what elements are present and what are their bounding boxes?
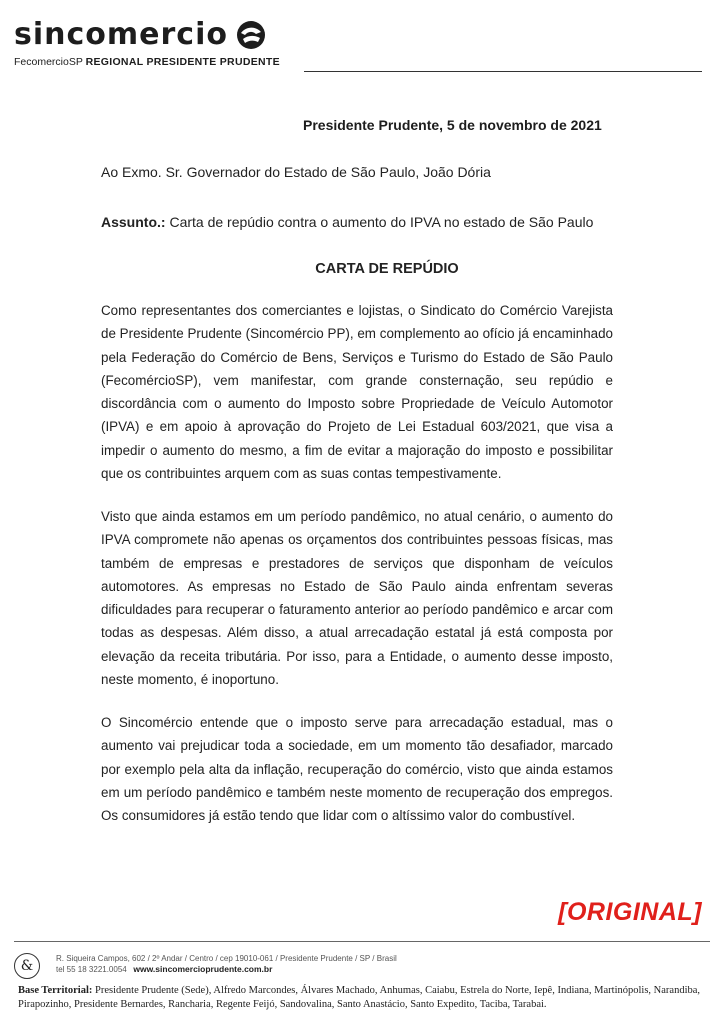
letterhead-logo — [14, 17, 280, 68]
letter-date: Presidente Prudente, 5 de novembro de 2021 — [303, 117, 602, 133]
letter-subject — [101, 214, 593, 230]
subject-label: Assunto.: — [101, 214, 166, 230]
letter-recipient: Ao Exmo. Sr. Governador do Estado de São Paulo, João Dória — [101, 164, 491, 180]
body-paragraph-3: O Sincomércio entende que o imposto serve para arrecadação estadual, mas o aumento vai prejudicar toda a sociedade, em um momento tão desafiador, marcado por exemplo pela alta da inflação, recuperação do comércio, visto que ainda estamos em um período pandêmico e também neste momento de recuperação dos empregos. Os consumidores já estão tendo que lidar com o altíssimo valor do combustível. — [101, 715, 613, 824]
footer-website-link[interactable]: www.sincomercioprudente.com.br — [133, 964, 273, 974]
brand-emblem-icon — [236, 20, 266, 50]
base-text: Presidente Prudente (Sede), Alfredo Marcondes, Álvares Machado, Anhumas, Caiabu, Estrela do Norte, Iepê, Indiana, Martinópolis, Narandiba, Pirapozinho, Presidente Bernardes, Rancharia, Regente Feijó, Sandovalina, Santo Anastácio, Santo Expedito, Taciba, Tarabai. — [18, 985, 701, 1010]
brand-name: sincomercio — [14, 17, 228, 52]
footer-divider — [14, 941, 710, 942]
body-paragraph-2: Visto que ainda estamos em um período pandêmico, no atual cenário, o aumento do IPVA compromete não apenas os orçamentos dos contribuintes pessoas físicas, mas também de empresas e prestadores de serviços que disponham de veículos automotores. As empresas no Estado de São Paulo ainda enfrentam severas dificuldades para recuperar o faturamento anterior ao período pandêmico e arcar com todas as despesas. Além disso, a atual arrecadação estatal já está composta por elevação da receita tributária. Por isso, para a Entidade, o aumento desse imposto, neste momento, é inoportuno. — [101, 509, 613, 688]
letter-title: CARTA DE REPÚDIO — [315, 261, 459, 277]
brand-sub-main: REGIONAL PRESIDENTE PRUDENTE — [85, 56, 280, 68]
base-label: Base Territorial: — [18, 985, 93, 996]
footer-contact — [56, 953, 397, 975]
brand-subtitle — [14, 56, 280, 68]
header-divider — [304, 71, 702, 72]
footer-phone: tel 55 18 3221.0054 — [56, 965, 127, 974]
subject-text: Carta de repúdio contra o aumento do IPVA no estado de São Paulo — [169, 214, 594, 230]
original-stamp: [ORIGINAL] — [558, 898, 702, 926]
body-paragraph-1: Como representantes dos comerciantes e lojistas, o Sindicato do Comércio Varejista de Presidente Prudente (Sincomércio PP), em complemento ao ofício já encaminhado pela Federação do Comércio de Bens, Serviços e Turismo do Estado de São Paulo (FecomércioSP), vem manifestar, com grande consternação, seu repúdio e discordância com o aumento do Imposto sobre Propriedade de Veículo Automotor (IPVA) e em apoio à aprovação do Projeto de Lei Estadual 603/2021, que visa a impedir o aumento do mesmo, a fim de evitar a majoração do imposto e possibilitar que os contribuintes arquem com as suas contas tempestivamente. — [101, 303, 613, 482]
footer-base-territorial — [18, 984, 708, 1012]
brand-sub-prefix: FecomercioSP — [14, 56, 83, 68]
footer-address: R. Siqueira Campos, 602 / 2º Andar / Centro / cep 19010-061 / Presidente Prudente / SP / Brasil — [56, 954, 397, 963]
ampersand-icon: & — [14, 953, 40, 979]
